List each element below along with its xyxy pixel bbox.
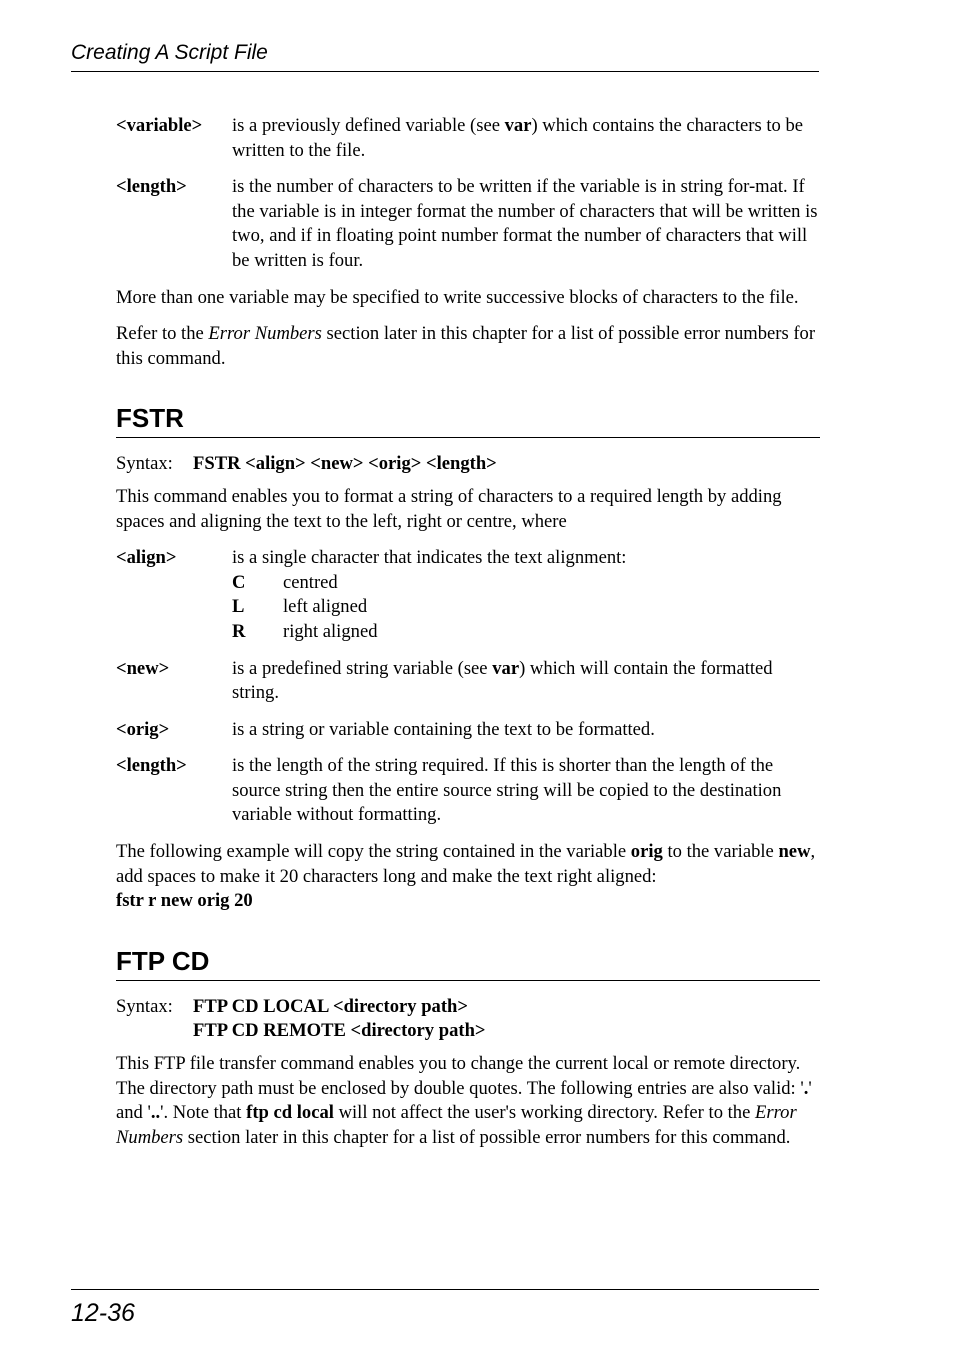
alignment-code: L xyxy=(232,596,245,618)
text-run: is the length of the string required. If this is shorter than the length of the source string then the entire source string will be copied to the destination variable without formatting. xyxy=(232,755,782,826)
footer-rule xyxy=(71,1289,819,1290)
bold-text: orig xyxy=(630,841,663,863)
text-run: , add spaces to make it 20 characters long and make the text right aligned: xyxy=(116,841,816,887)
paragraph xyxy=(116,1052,820,1150)
text-run: This FTP file transfer command enables you to change the current local or remote directory. The directory path must be enclosed by double quotes. The following entries are also valid: ' xyxy=(116,1053,804,1099)
ftp-cd-paragraphs xyxy=(116,1052,820,1150)
term-name: <align> xyxy=(116,547,177,569)
alignment-label: centred xyxy=(283,571,338,593)
alignment-code: R xyxy=(232,620,246,642)
section-heading-ftp-cd: FTP CD xyxy=(116,946,820,981)
syntax-label: Syntax: xyxy=(116,453,173,475)
top-term-list xyxy=(116,114,820,274)
term-description xyxy=(232,114,820,163)
ftp-cd-syntax xyxy=(116,995,820,1044)
alignment-option xyxy=(232,571,820,596)
italic-text: Error Numbers xyxy=(208,323,322,345)
bold-text: .. xyxy=(150,1102,161,1124)
bold-text: new xyxy=(778,841,811,863)
page-content xyxy=(116,114,820,1150)
term-row xyxy=(116,114,820,163)
syntax-lines xyxy=(193,452,497,477)
bold-text: . xyxy=(803,1077,809,1099)
text-run: This command enables you to format a string of characters to a required length by adding spaces and aligning the text to the left, right or centre, where xyxy=(116,485,782,532)
text-run: The following example will copy the string contained in the variable xyxy=(116,841,631,863)
text-run: More than one variable may be specified to write successive blocks of characters to the file. xyxy=(116,286,799,308)
fstr-term-list xyxy=(116,546,820,828)
alignment-code: C xyxy=(232,571,246,593)
fstr-syntax xyxy=(116,452,820,477)
alignment-label: right aligned xyxy=(283,620,378,642)
term-description xyxy=(232,657,820,706)
italic-text: Error Numbers xyxy=(116,1102,797,1148)
text-run: is a predefined string variable (see xyxy=(232,657,493,679)
term-row xyxy=(116,546,820,644)
text-run: ) which will contain the formatted string. xyxy=(232,657,773,704)
term-row xyxy=(116,657,820,706)
term-row xyxy=(116,718,820,743)
alignment-option xyxy=(232,595,820,620)
term-name: <length> xyxy=(116,176,187,198)
syntax-line: FTP CD REMOTE <directory path> xyxy=(193,1020,486,1042)
text-run: is a single character that indicates the text alignment: xyxy=(232,547,627,569)
syntax-line: FTP CD LOCAL <directory path> xyxy=(193,995,468,1017)
text-run: '. Note that xyxy=(160,1102,247,1124)
text-run: section later in this chapter for a list of possible error numbers for this command. xyxy=(116,323,816,369)
text-run: ' and ' xyxy=(116,1077,812,1124)
term-name: <length> xyxy=(116,755,187,777)
text-run: Refer to the xyxy=(116,323,209,345)
term-name: <orig> xyxy=(116,718,170,740)
text-run: is a string or variable containing the text to be formatted. xyxy=(232,718,655,740)
syntax-lines xyxy=(193,995,486,1044)
term-row xyxy=(116,175,820,273)
syntax-line: FSTR <align> <new> <orig> <length> xyxy=(193,453,497,475)
page-number: 12-36 xyxy=(71,1299,135,1327)
paragraph xyxy=(116,840,820,889)
text-run: section later in this chapter for a list of possible error numbers for this command. xyxy=(183,1126,791,1148)
bold-text: var xyxy=(504,115,532,136)
section-heading-fstr: FSTR xyxy=(116,403,820,438)
running-header: Creating A Script File xyxy=(71,41,268,64)
text-run: ) which contains the characters to be written to the file. xyxy=(232,115,804,161)
term-row xyxy=(116,754,820,828)
paragraph xyxy=(116,286,820,311)
bold-text: ftp cd local xyxy=(246,1102,334,1124)
bold-text: var xyxy=(492,657,520,679)
term-name: <new> xyxy=(116,657,170,679)
alignment-label: left aligned xyxy=(283,596,368,618)
text-run: to the variable xyxy=(662,841,779,863)
text-run: will not affect the user's working directory. Refer to the xyxy=(333,1102,756,1124)
term-description xyxy=(232,175,820,273)
top-paragraphs xyxy=(116,286,820,372)
alignment-option xyxy=(232,620,820,645)
term-description xyxy=(232,754,820,828)
term-name: <variable> xyxy=(116,115,203,136)
text-run: is a previously defined variable (see xyxy=(232,115,505,136)
fstr-paragraphs xyxy=(116,840,820,889)
term-description xyxy=(232,718,820,743)
paragraph xyxy=(116,322,820,371)
term-description xyxy=(232,546,820,644)
fstr-intro xyxy=(116,485,820,534)
fstr-example: fstr r new orig 20 xyxy=(116,890,253,912)
header-rule xyxy=(71,71,819,72)
text-run: is the number of characters to be written if the variable is in string for-mat. If the variable is in integer format the number of characters that will be written is two, and if in floating point number format the number of characters that will be written is four. xyxy=(232,176,818,271)
syntax-label: Syntax: xyxy=(116,995,173,1017)
